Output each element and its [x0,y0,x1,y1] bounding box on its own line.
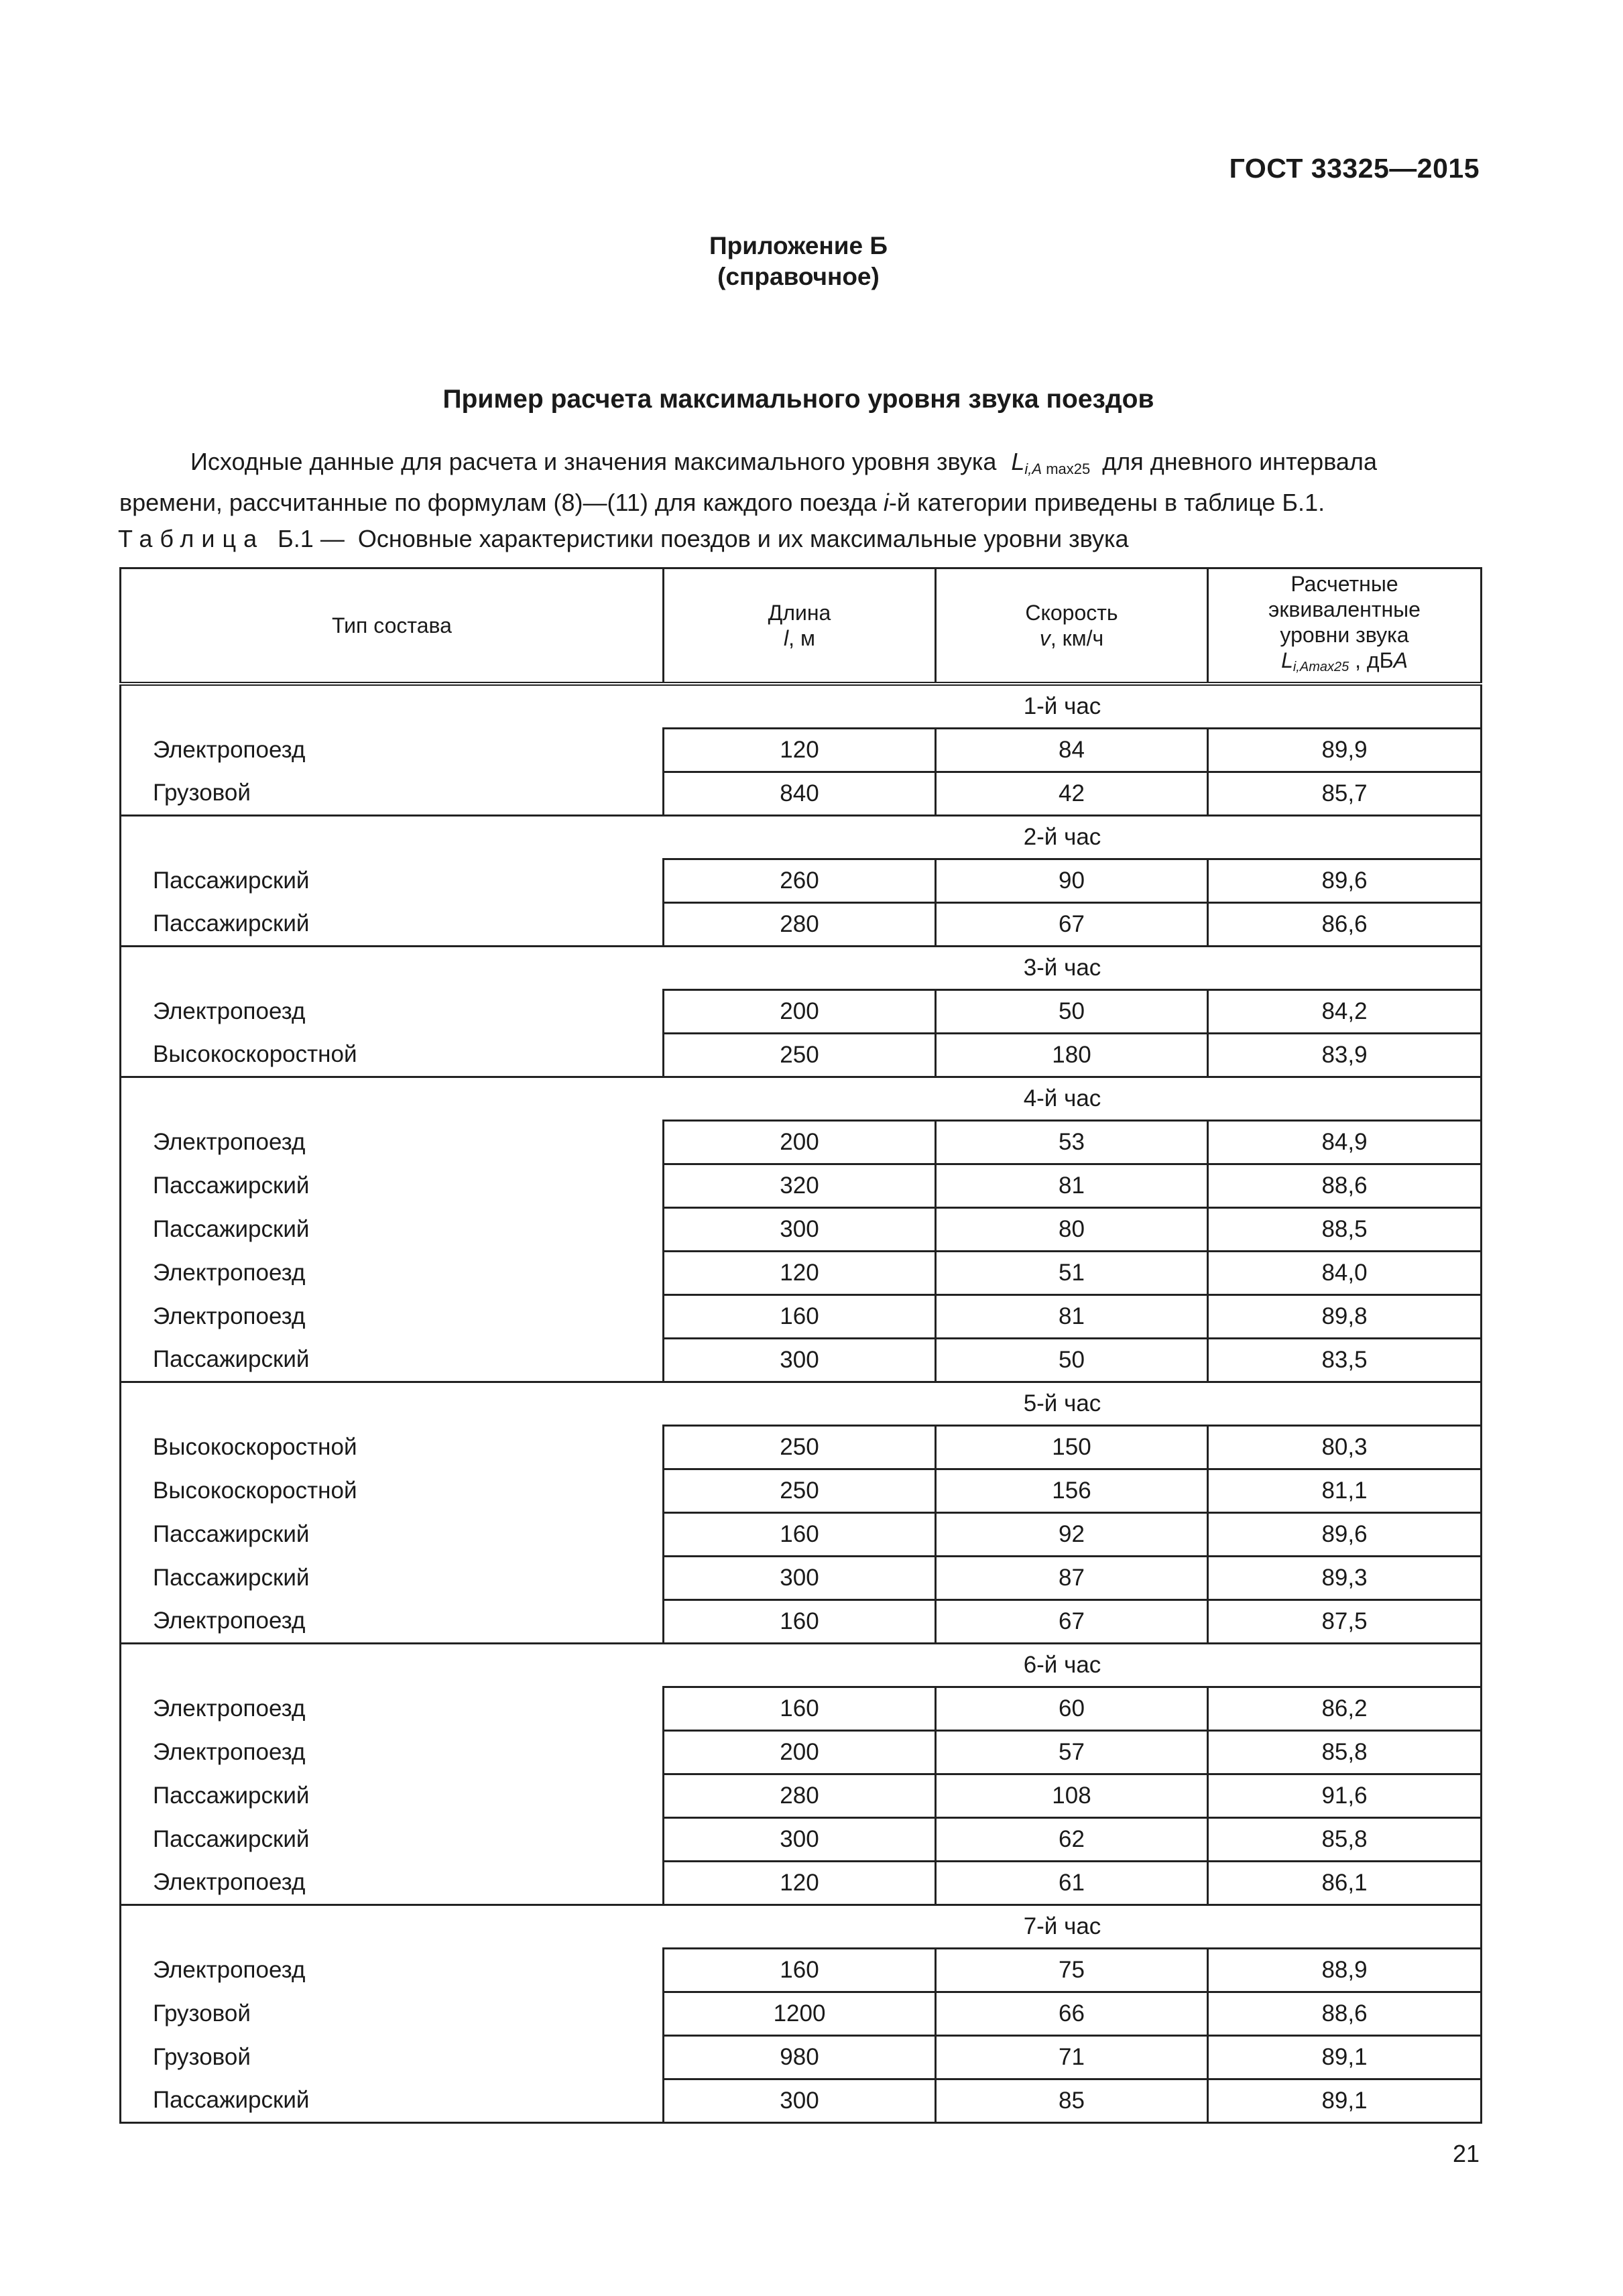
table-row [121,1121,1482,1164]
appendix-type: (справочное) [717,263,880,290]
table-row [121,1295,1482,1339]
sound-level-cell: 86,2 [1208,1687,1482,1731]
caption-number: Б.1 — [278,525,345,552]
length-cell: 200 [664,990,936,1034]
header-length-var: l [784,626,789,650]
length-cell: 260 [664,859,936,903]
table-row [121,1513,1482,1557]
length-cell: 160 [664,1949,936,1992]
speed-cell: 85 [936,2079,1208,2123]
sound-level-cell: 85,8 [1208,1818,1482,1862]
sound-level-cell: 83,9 [1208,1034,1482,1077]
appendix-title: Приложение Б [709,232,888,259]
train-type-cell: Пассажирский [121,903,664,947]
speed-cell: 81 [936,1164,1208,1208]
table-row [121,1992,1482,2036]
train-type-cell: Пассажирский [121,1818,664,1862]
table-row [121,2036,1482,2079]
length-cell: 120 [664,729,936,772]
length-cell: 250 [664,1426,936,1469]
sound-level-cell: 86,6 [1208,903,1482,947]
length-cell: 250 [664,1469,936,1513]
table-row [121,1557,1482,1600]
sound-level-cell: 88,5 [1208,1208,1482,1252]
train-type-cell: Грузовой [121,772,664,816]
table-row [121,1208,1482,1252]
table-row [121,1687,1482,1731]
sound-level-symbol [1011,448,1090,475]
symbol-letter: L [1011,448,1025,475]
header-level-unit: , дБ [1349,648,1394,672]
hour-label: 1-й час [121,684,1482,729]
table-row [121,990,1482,1034]
sound-level-cell: 84,2 [1208,990,1482,1034]
hour-label: 4-й час [121,1077,1482,1121]
sound-level-cell: 89,9 [1208,729,1482,772]
speed-cell: 60 [936,1687,1208,1731]
length-cell: 200 [664,1731,936,1774]
table-row [121,1600,1482,1644]
sound-level-cell: 83,5 [1208,1339,1482,1382]
length-cell: 300 [664,2079,936,2123]
table-row [121,1774,1482,1818]
table-row [121,1426,1482,1469]
speed-cell: 156 [936,1469,1208,1513]
train-type-cell: Электропоезд [121,1252,664,1295]
length-cell: 300 [664,1557,936,1600]
section-title: Пример расчета максимального уровня звука поездов [442,385,1154,414]
length-cell: 980 [664,2036,936,2079]
intro-line-2 [119,486,1480,520]
sound-level-cell: 89,1 [1208,2079,1482,2123]
train-type-cell: Пассажирский [121,1208,664,1252]
sound-level-cell: 87,5 [1208,1600,1482,1644]
hour-label: 7-й час [121,1905,1482,1949]
sound-level-cell: 86,1 [1208,1862,1482,1905]
length-cell: 300 [664,1339,936,1382]
train-type-cell: Электропоезд [121,1121,664,1164]
hour-label: 2-й час [121,816,1482,859]
table-row [121,859,1482,903]
length-cell: 200 [664,1121,936,1164]
sound-level-cell: 89,6 [1208,1513,1482,1557]
speed-cell: 81 [936,1295,1208,1339]
hour-label: 6-й час [121,1644,1482,1687]
speed-cell: 180 [936,1034,1208,1077]
document-code: ГОСТ 33325—2015 [1229,153,1480,184]
length-cell: 280 [664,1774,936,1818]
hour-group-row [121,947,1482,990]
hour-label: 3-й час [121,947,1482,990]
intro-text-part: для дневного интервала [1102,448,1377,475]
train-type-cell: Пассажирский [121,1513,664,1557]
sound-level-cell: 80,3 [1208,1426,1482,1469]
table-row [121,729,1482,772]
sound-level-cell: 89,1 [1208,2036,1482,2079]
speed-cell: 92 [936,1513,1208,1557]
table-header-row [121,568,1482,684]
train-type-cell: Электропоезд [121,1862,664,1905]
table-row [121,1339,1482,1382]
speed-cell: 42 [936,772,1208,816]
train-type-cell: Электропоезд [121,990,664,1034]
train-type-cell: Грузовой [121,2036,664,2079]
train-type-cell: Электропоезд [121,1949,664,1992]
header-level-line2: эквивалентные [1268,597,1421,621]
sound-level-cell: 81,1 [1208,1469,1482,1513]
header-length-label: Длина [768,601,831,625]
table-row [121,1731,1482,1774]
train-type-cell: Пассажирский [121,1557,664,1600]
table-row [121,2079,1482,2123]
sound-level-cell: 88,6 [1208,1164,1482,1208]
length-cell: 300 [664,1208,936,1252]
length-cell: 160 [664,1600,936,1644]
sound-level-cell: 88,9 [1208,1949,1482,1992]
table-row [121,903,1482,947]
speed-cell: 80 [936,1208,1208,1252]
page-number: 21 [1452,2140,1480,2167]
speed-cell: 50 [936,1339,1208,1382]
length-cell: 120 [664,1862,936,1905]
hour-label: 5-й час [121,1382,1482,1426]
symbol-subscript: i,A [1024,461,1042,477]
length-cell: 1200 [664,1992,936,2036]
train-type-cell: Пассажирский [121,1164,664,1208]
length-cell: 160 [664,1687,936,1731]
caption-label: Таблица [118,525,265,552]
table-caption [118,525,1129,553]
header-length-unit: , м [788,626,815,650]
hour-group-row [121,1382,1482,1426]
length-cell: 840 [664,772,936,816]
table-row [121,1164,1482,1208]
train-type-cell: Электропоезд [121,1295,664,1339]
length-cell: 280 [664,903,936,947]
intro-italic-var: i [883,489,889,516]
table-row [121,1949,1482,1992]
train-type-cell: Высокоскоростной [121,1426,664,1469]
sound-level-cell: 84,0 [1208,1252,1482,1295]
speed-cell: 62 [936,1818,1208,1862]
train-type-cell: Пассажирский [121,1339,664,1382]
table-row [121,772,1482,816]
length-cell: 300 [664,1818,936,1862]
intro-text-part: -й категории приведены в таблице Б.1. [888,489,1325,516]
train-type-cell: Высокоскоростной [121,1034,664,1077]
caption-text: Основные характеристики поездов и их максимальные уровни звука [357,525,1129,552]
intro-line-1 [119,445,1480,486]
header-type: Тип состава [121,568,664,684]
train-type-cell: Электропоезд [121,729,664,772]
sound-level-cell: 89,8 [1208,1295,1482,1339]
train-type-cell: Электропоезд [121,1731,664,1774]
table-body [121,684,1482,2123]
speed-cell: 53 [936,1121,1208,1164]
train-type-cell: Высокоскоростной [121,1469,664,1513]
table-row [121,1469,1482,1513]
sound-level-cell: 91,6 [1208,1774,1482,1818]
train-type-cell: Пассажирский [121,2079,664,2123]
length-cell: 320 [664,1164,936,1208]
speed-cell: 108 [936,1774,1208,1818]
header-sound-level [1208,568,1482,684]
header-level-unit-a: А [1393,648,1408,672]
train-type-cell: Грузовой [121,1992,664,2036]
speed-cell: 84 [936,729,1208,772]
header-level-line3: уровни звука [1280,623,1409,647]
header-level-symbol: L [1281,648,1293,672]
speed-cell: 61 [936,1862,1208,1905]
train-type-cell: Электропоезд [121,1687,664,1731]
hour-group-row [121,816,1482,859]
hour-group-row [121,1077,1482,1121]
sound-level-cell: 85,7 [1208,772,1482,816]
sound-level-cell: 85,8 [1208,1731,1482,1774]
speed-cell: 87 [936,1557,1208,1600]
train-type-cell: Пассажирский [121,859,664,903]
speed-cell: 67 [936,903,1208,947]
table-row [121,1034,1482,1077]
sound-level-cell: 88,6 [1208,1992,1482,2036]
header-length [664,568,936,684]
intro-text-part: Исходные данные для расчета и значения максимального уровня звука [190,448,997,475]
header-speed-unit: , км/ч [1050,626,1104,650]
speed-cell: 66 [936,1992,1208,2036]
hour-group-row [121,684,1482,729]
train-type-cell: Электропоезд [121,1600,664,1644]
table-row [121,1862,1482,1905]
sound-level-cell: 89,3 [1208,1557,1482,1600]
speed-cell: 90 [936,859,1208,903]
speed-cell: 67 [936,1600,1208,1644]
sound-level-cell: 89,6 [1208,859,1482,903]
header-speed-var: v [1039,626,1050,650]
header-level-subscript: i,Amax25 [1293,660,1349,674]
speed-cell: 51 [936,1252,1208,1295]
hour-group-row [121,1644,1482,1687]
sound-level-cell: 84,9 [1208,1121,1482,1164]
table-row [121,1252,1482,1295]
header-speed-label: Скорость [1025,601,1118,625]
table-row [121,1818,1482,1862]
speed-cell: 57 [936,1731,1208,1774]
speed-cell: 150 [936,1426,1208,1469]
length-cell: 160 [664,1295,936,1339]
train-type-cell: Пассажирский [121,1774,664,1818]
hour-group-row [121,1905,1482,1949]
intro-paragraph [119,445,1480,520]
length-cell: 250 [664,1034,936,1077]
length-cell: 120 [664,1252,936,1295]
symbol-subscript-max: max25 [1042,461,1091,477]
speed-cell: 71 [936,2036,1208,2079]
speed-cell: 75 [936,1949,1208,1992]
length-cell: 160 [664,1513,936,1557]
intro-text-part: времени, рассчитанные по формулам (8)—(11) для каждого поезда [119,489,884,516]
speed-cell: 50 [936,990,1208,1034]
trains-table [119,567,1482,2124]
header-speed [936,568,1208,684]
header-level-line1: Расчетные [1290,572,1398,596]
